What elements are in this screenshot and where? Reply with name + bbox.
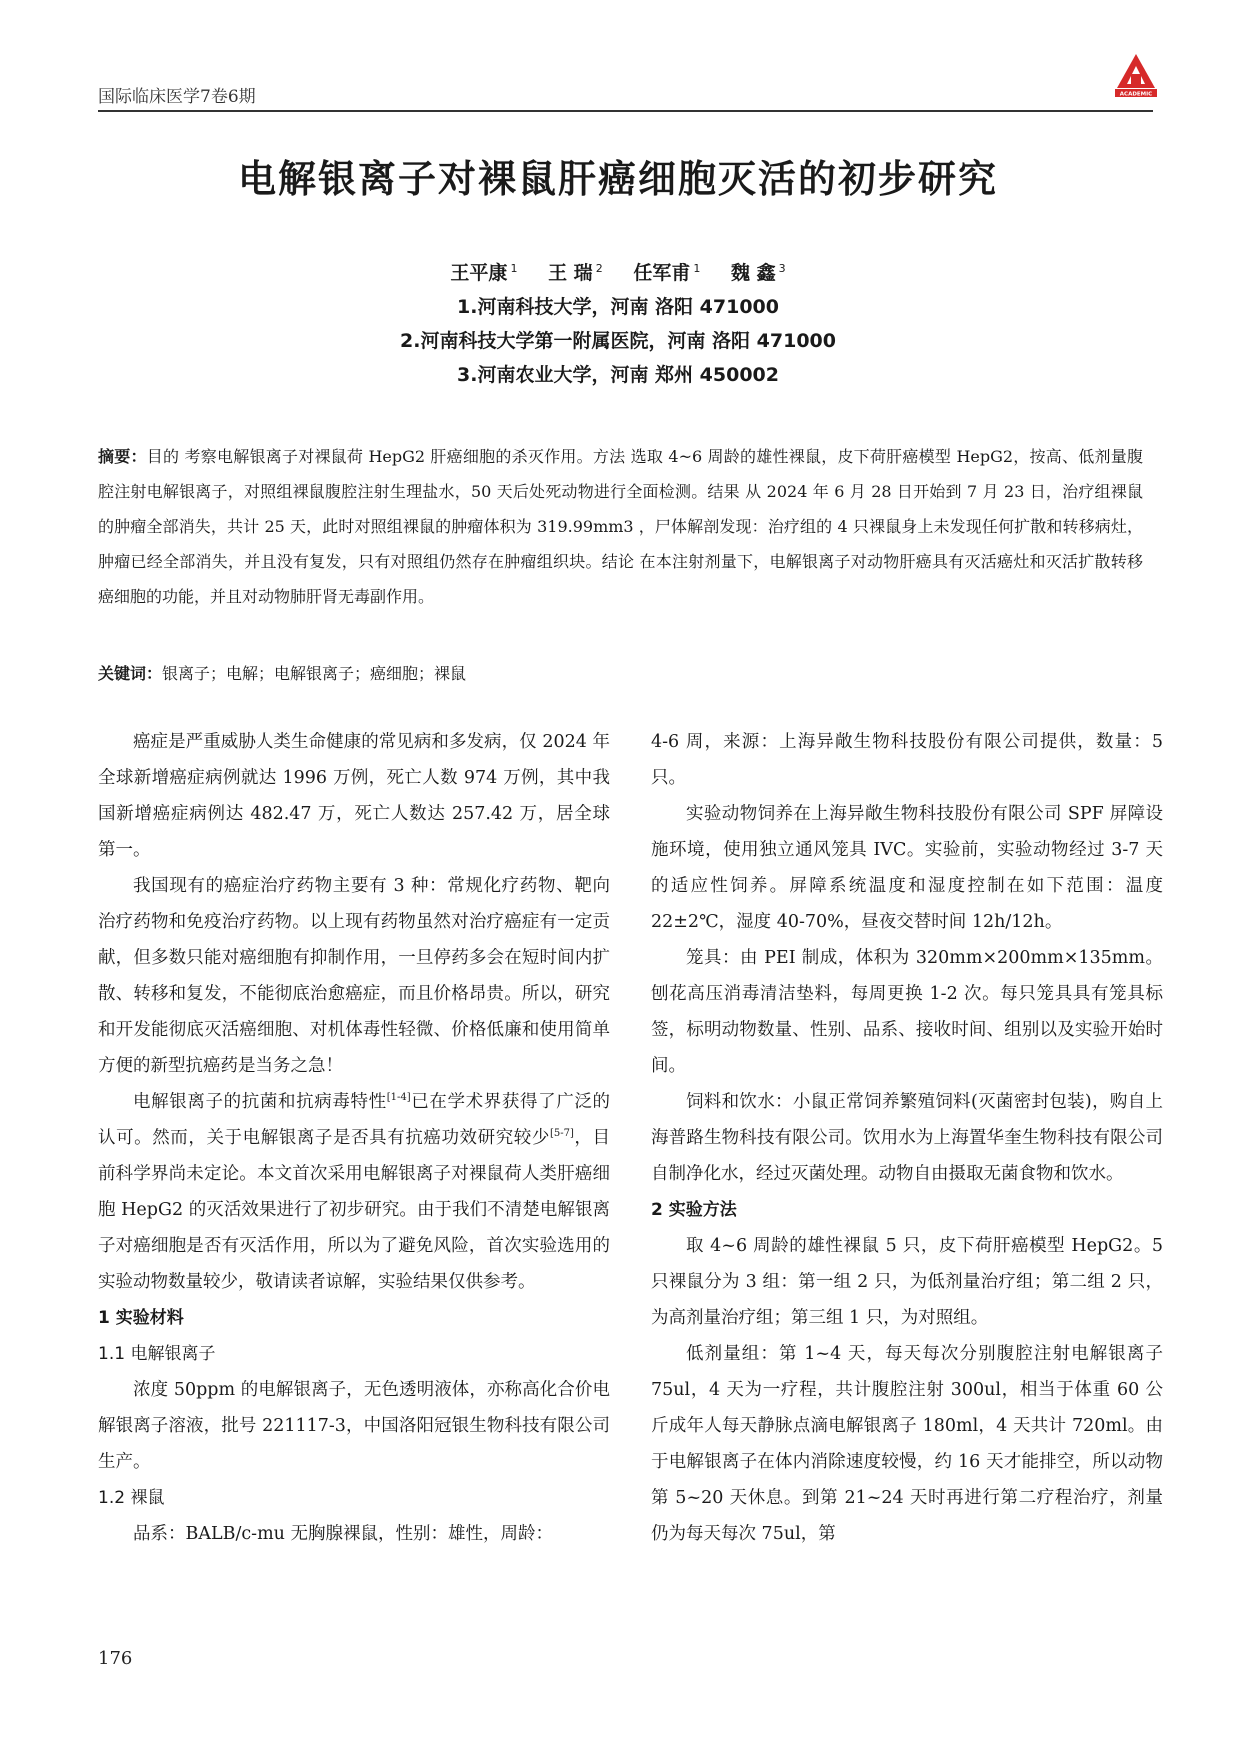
paragraph: 品系：BALB/c-mu 无胸腺裸鼠，性别：雄性，周龄： bbox=[133, 1524, 554, 1544]
paragraph: 实验动物饲养在上海异敞生物科技股份有限公司 SPF 屏障设施环境，使用独立通风笼具 IVC。实验前，实验动物经过 3-7 天的适应性饲养。屏障系统温度和湿度控制在如下范围：温度 22±2℃，湿度 40-70%，昼夜交替时间 12h/12h。 bbox=[651, 804, 1163, 932]
author: 任军甫 $^1$ bbox=[633, 261, 701, 284]
journal-name: 国际临床医学7卷6期 bbox=[98, 87, 256, 107]
paragraph: 取 4~6 周龄的雄性裸鼠 5 只，皮下荷肝癌模型 HepG2。5 只裸鼠分为 3 组：第一组 2 只，为低剂量治疗组；第二组 2 只，为高剂量治疗组；第三组 1 只，为对照组。 bbox=[651, 1236, 1163, 1328]
keywords bbox=[98, 656, 1143, 691]
affiliation: 2.河南科技大学第一附属医院，河南 洛阳 471000 bbox=[400, 330, 836, 352]
paragraph: 4-6 周，来源：上海异敞生物科技股份有限公司提供，数量：5 只。 bbox=[651, 732, 1163, 788]
subsection-heading: 1.2 裸鼠 bbox=[98, 1488, 165, 1508]
abstract bbox=[98, 439, 1143, 614]
abstract-label: 摘要： bbox=[98, 447, 147, 466]
author: 魏 鑫 $^3$ bbox=[730, 261, 786, 284]
affiliation: 3.河南农业大学，河南 郑州 450002 bbox=[457, 364, 779, 386]
keywords-text: 银离子；电解；电解银离子；癌细胞；裸鼠 bbox=[162, 664, 467, 683]
citation: [1-4] bbox=[386, 1092, 411, 1104]
section-heading: 2 实验方法 bbox=[651, 1200, 737, 1220]
section-heading: 1 实验材料 bbox=[98, 1308, 184, 1328]
keywords-label: 关键词： bbox=[98, 664, 163, 683]
paragraph: 癌症是严重威胁人类生命健康的常见病和多发病，仅 2024 年全球新增癌症病例就达 1996 万例，死亡人数 974 万例，其中我国新增癌症病例达 482.47 万，死亡人数达 257.42 万，居全球第一。 bbox=[98, 732, 610, 860]
paragraph: 低剂量组：第 1~4 天，每天每次分别腹腔注射电解银离子 75ul，4 天为一疗程，共计腹腔注射 300ul，相当于体重 60 公斤成年人每天静脉点滴电解银离子 180ml，4 天共计 720ml。由于电解银离子在体内消除速度较慢，约 16 天才能排空，所以动物第 5~20 天休息。到第 21~24 天时再进行第二疗程治疗，剂量仍为每天每次 75ul，第 bbox=[651, 1344, 1163, 1544]
author: 王平康 $^1$ bbox=[450, 261, 518, 284]
abstract-text: 目的 考察电解银离子对裸鼠荷 HepG2 肝癌细胞的杀灭作用。方法 选取 4~6 周龄的雄性裸鼠，皮下荷肝癌模型 HepG2，按高、低剂量腹腔注射电解银离子，对照组裸鼠腹腔注射生理盐水，50 天后处死动物进行全面检测。结果 从 2024 年 6 月 28 日开始到 7 月 23 日，治疗组裸鼠的肿瘤全部消失，共计 25 天，此时对照组裸鼠的肿瘤体积为 319.99mm3 ，尸体解剖发现：治疗组的 4 只裸鼠身上未发现任何扩散和转移病灶，肿瘤已经全部消失，并且没有复发，只有对照组仍然存在肿瘤组织块。结论 在本注射剂量下，电解银离子对动物肝癌具有灭活癌灶和灭活扩散转移癌细胞的功能，并且对动物肺肝肾无毒副作用。 bbox=[98, 447, 1143, 606]
subsection-heading: 1.1 电解银离子 bbox=[98, 1344, 216, 1364]
right-column bbox=[651, 724, 1163, 1552]
author-list bbox=[98, 258, 1138, 285]
paragraph: 笼具：由 PEI 制成，体积为 320mm×200mm×135mm。刨花高压消毒清洁垫料，每周更换 1-2 次。每只笼具具有笼具标签，标明动物数量、性别、品系、接收时间、组别以及实验开始时间。 bbox=[651, 948, 1163, 1076]
academic-logo-icon bbox=[1111, 52, 1161, 104]
page-number: 176 bbox=[98, 1648, 133, 1669]
svg-text:ACADEMIC: ACADEMIC bbox=[1119, 91, 1153, 98]
paragraph: 电解银离子的抗菌和抗病毒特性[1-4]已在学术界获得了广泛的认可。然而，关于电解银离子是否具有抗癌功效研究较少[5-7]，目前科学界尚未定论。本文首次采用电解银离子对裸鼠荷人类肝癌细胞 HepG2 的灭活效果进行了初步研究。由于我们不清楚电解银离子对癌细胞是否有灭活作用，所以为了避免风险，首次实验选用的实验动物数量较少，敬请读者谅解，实验结果仅供参考。 bbox=[98, 1092, 611, 1292]
author: 王 瑞 $^2$ bbox=[548, 261, 603, 284]
paragraph: 我国现有的癌症治疗药物主要有 3 种：常规化疗药物、靶向治疗药物和免疫治疗药物。以上现有药物虽然对治疗癌症有一定贡献，但多数只能对癌细胞有抑制作用，一旦停药多会在短时间内扩散、转移和复发，不能彻底治愈癌症，而且价格昂贵。所以，研究和开发能彻底灭活癌细胞、对机体毒性轻微、价格低廉和使用简单方便的新型抗癌药是当务之急！ bbox=[98, 876, 610, 1076]
paragraph: 饲料和饮水：小鼠正常饲养繁殖饲料(灭菌密封包装)，购自上海普路生物科技有限公司。饮用水为上海置华奎生物科技有限公司自制净化水，经过灭菌处理。动物自由摄取无菌食物和饮水。 bbox=[651, 1092, 1163, 1184]
paragraph: 浓度 50ppm 的电解银离子，无色透明液体，亦称高化合价电解银离子溶液，批号 221117-3，中国洛阳冠银生物科技有限公司生产。 bbox=[98, 1380, 610, 1472]
affiliation: 1.河南科技大学，河南 洛阳 471000 bbox=[457, 296, 779, 318]
paper-title: 电解银离子对裸鼠肝癌细胞灭活的初步研究 bbox=[237, 156, 998, 201]
citation: [5-7] bbox=[549, 1128, 574, 1140]
running-header bbox=[98, 78, 1153, 112]
left-column bbox=[98, 724, 610, 1552]
